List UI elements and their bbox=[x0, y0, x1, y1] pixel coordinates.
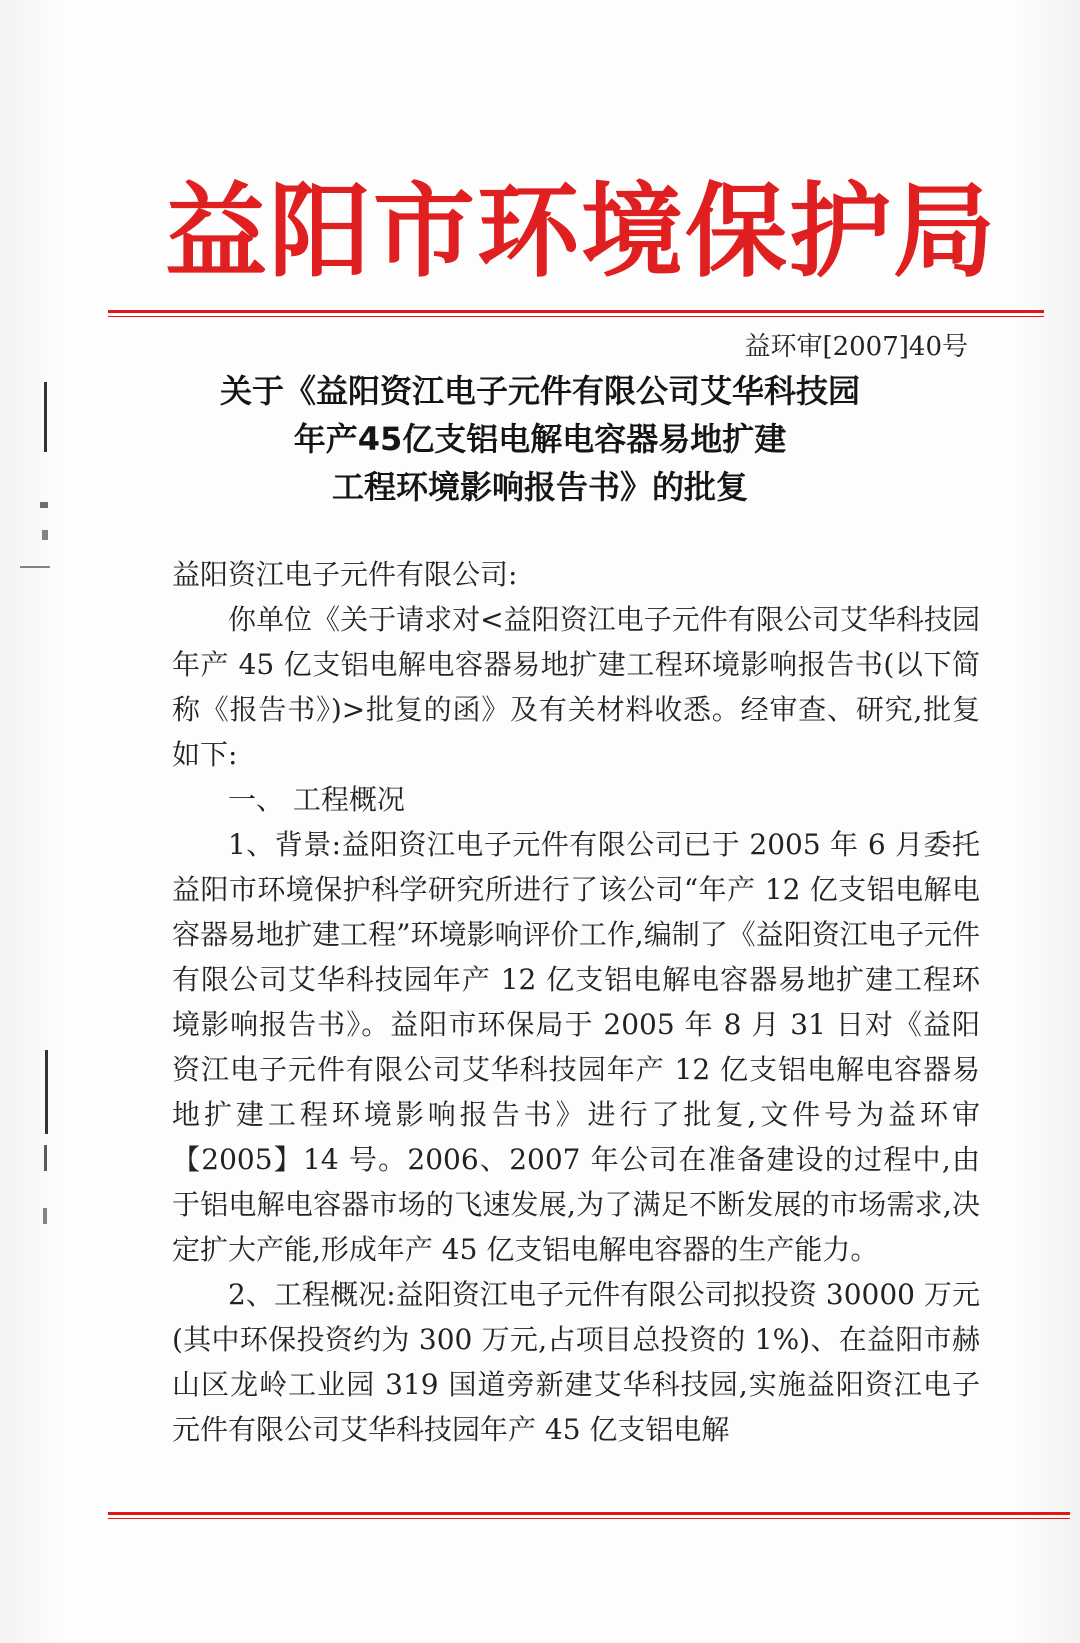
binding-mark bbox=[44, 382, 47, 452]
salutation: 益阳资江电子元件有限公司: bbox=[172, 558, 518, 591]
document-title bbox=[160, 367, 920, 511]
binding-mark bbox=[40, 502, 48, 508]
footer-divider-line bbox=[108, 1512, 1070, 1519]
section-heading: 一、 工程概况 bbox=[228, 783, 405, 816]
document-body bbox=[172, 552, 980, 1452]
document-number: 益环审[2007]40号 bbox=[744, 332, 968, 362]
title-line-2: 年产45亿支铝电解电容器易地扩建 bbox=[293, 420, 787, 458]
title-line-1: 关于《益阳资江电子元件有限公司艾华科技园 bbox=[219, 372, 860, 410]
binding-mark bbox=[45, 1050, 48, 1134]
binding-mark bbox=[43, 1208, 47, 1224]
binding-mark bbox=[42, 530, 48, 540]
binding-mark bbox=[20, 566, 50, 568]
background-paragraph: 1、背景:益阳资江电子元件有限公司已于 2005 年 6 月委托益阳市环境保护科学研究所进行了该公司“年产 12 亿支铝电解电容器易地扩建工程”环境影响评价工作,编制了《益阳资江电子元件有限公司艾华科技园年产 12 亿支铝电解电容器易地扩建工程环境影响报告书》。益阳市环保局于 2005 年 8 月 31 日对《益阳资江电子元件有限公司艾华科技园年产 12 亿支铝电解电容器易地扩建工程环境影响报告书》进行了批复,文件号为益环审【2005】14 号。2006、2007 年公司在准备建设的过程中,由于铝电解电容器市场的飞速发展,为了满足不断发展的市场需求,决定扩大产能,形成年产 45 亿支铝电解电容器的生产能力。 bbox=[172, 828, 980, 1266]
header-divider-line bbox=[108, 310, 1044, 317]
binding-mark bbox=[44, 1145, 47, 1171]
overview-paragraph: 2、工程概况:益阳资江电子元件有限公司拟投资 30000 万元(其中环保投资约为 300 万元,占项目总投资的 1%)、在益阳市赫山区龙岭工业园 319 国道旁新建艾华科技园,实施益阳资江电子元件有限公司艾华科技园年产 45 亿支铝电解 bbox=[172, 1278, 980, 1446]
organization-header: 益阳市环境保护局 bbox=[165, 173, 997, 292]
intro-paragraph: 你单位《关于请求对<益阳资江电子元件有限公司艾华科技园年产 45 亿支铝电解电容器易地扩建工程环境影响报告书(以下简称《报告书》)>批复的函》及有关材料收悉。经审查、研究,批复如下: bbox=[172, 603, 980, 771]
title-line-3: 工程环境影响报告书》的批复 bbox=[331, 468, 748, 506]
